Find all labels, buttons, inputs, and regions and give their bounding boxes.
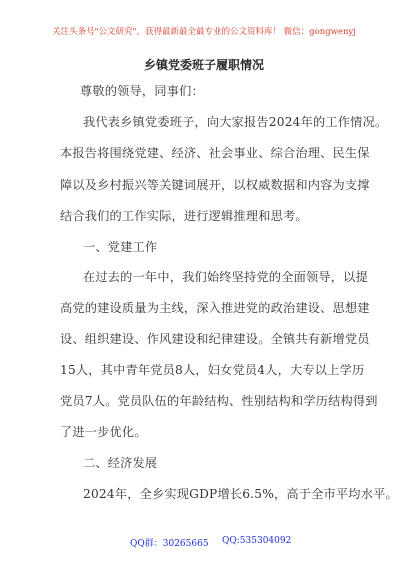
page-title: 乡镇党委班子履职情况 [143,58,264,72]
paragraph-line: 2024年，全乡实现GDP增长6.5%，高于全市平均水平。 [83,487,398,501]
salutation: 尊敬的领导，同事们： [80,84,204,98]
footer-qq-contact: QQ:535304092 [222,536,292,546]
paragraph-line: 党员7人。党员队伍的年龄结构、性别结构和学历结构得到 [60,394,378,408]
footer-qq-group: QQ群：30265665 [130,539,209,549]
section-heading: 一、党建工作 [83,240,158,254]
paragraph-line: 高党的建设质量为主线，深入推进党的政治建设、思想建 [60,301,370,315]
paragraph-line: 我代表乡镇党委班子，向大家报告2024年的工作情况。 [83,115,388,129]
paragraph-line: 15人，其中青年党员8人，妇女党员4人，大专以上学历 [60,363,365,377]
header-banner: 关注头条号"公文研究"，获得最新最全最专业的公文资料库！ 微信：gongwenyj [52,27,356,37]
paragraph-line: 本报告将围绕党建、经济、社会事业、综合治理、民生保 [60,146,370,160]
section-heading: 二、经济发展 [83,456,158,470]
paragraph-line: 在过去的一年中，我们始终坚持党的全面领导，以提 [83,270,368,284]
paragraph-line: 障以及乡村振兴等关键词展开，以权威数据和内容为支撑 [60,178,370,192]
paragraph-line: 设、组织建设、作风建设和纪律建设。全镇共有新增党员 [60,332,370,346]
paragraph-line: 结合我们的工作实际，进行逻辑推理和思考。 [60,209,308,223]
paragraph-line: 了进一步优化。 [60,425,147,439]
